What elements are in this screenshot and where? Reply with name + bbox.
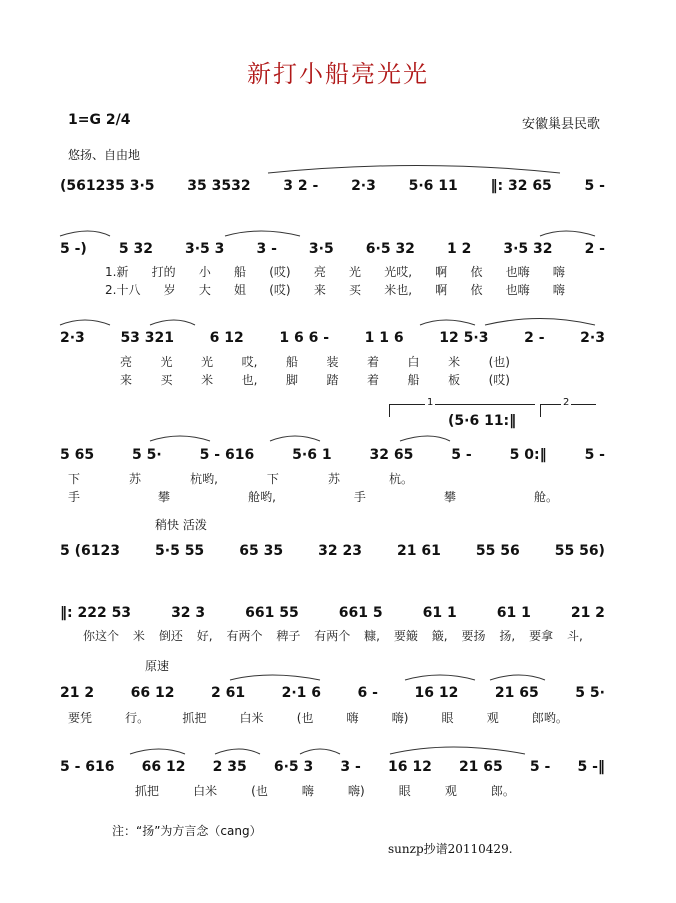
system8-item: 16 12 xyxy=(387,759,432,775)
lyric8-item: 抓把 xyxy=(135,784,160,798)
lyric3b-item: 来 xyxy=(120,373,133,387)
lyric6-item: 有两个 xyxy=(314,629,351,643)
system3-item: 2 - xyxy=(524,330,545,346)
lyric7-item: 眼 xyxy=(441,711,454,725)
lyric2a-item: 也嗨 xyxy=(505,265,530,279)
slur-12 xyxy=(230,675,320,680)
slur-11 xyxy=(400,436,450,441)
slur-8 xyxy=(485,319,595,326)
system3-item: 1 6 6 - xyxy=(279,330,330,346)
lyric2b-item: 也嗨 xyxy=(505,283,530,297)
slur-15 xyxy=(130,749,185,754)
lyric4b-item: 舱。 xyxy=(533,490,558,504)
lyric2a-item: 亮 xyxy=(313,265,326,279)
system3-item: 2·3 xyxy=(60,330,85,346)
system7-item: 2·1 6 xyxy=(281,685,322,701)
song-source: 安徽巢县民歌 xyxy=(522,117,601,132)
system2-item: 5 32 xyxy=(118,241,153,257)
system2-item: 6·5 32 xyxy=(365,241,415,257)
slur-17 xyxy=(300,749,340,754)
system6-item: 661 55 xyxy=(245,605,299,621)
lyric8-item: 观 xyxy=(444,784,457,798)
lyric3b-item: 着 xyxy=(367,373,380,387)
lyric2a-item: 啊 xyxy=(435,265,448,279)
lyric6-item: 有两个 xyxy=(226,629,263,643)
system6-item: 61 1 xyxy=(496,605,531,621)
system8-item: 66 12 xyxy=(141,759,186,775)
system7-item: 66 12 xyxy=(130,685,175,701)
lyric7-item: 抓把 xyxy=(182,711,207,725)
lyric3b-item: 板 xyxy=(448,373,461,387)
system1-item: 5 - xyxy=(584,178,605,194)
tempo-marking-1: 悠扬、自由地 xyxy=(68,148,141,162)
system4-item: 5 - xyxy=(451,447,472,463)
lyric6-item: 你这个 xyxy=(83,629,120,643)
lyric2b-item: 啊 xyxy=(435,283,448,297)
system7-item: 21 2 xyxy=(60,685,95,701)
system8-item: 3 - xyxy=(340,759,361,775)
song-title: 新打小船亮光光 xyxy=(247,60,429,88)
system8-item: 6·5 3 xyxy=(273,759,314,775)
lyric2b-item: 岁 xyxy=(163,283,176,297)
transcriber-credit: sunzp抄谱20110429. xyxy=(388,842,513,856)
lyric2a-item: 小 xyxy=(198,265,211,279)
lyric3a-item: 装 xyxy=(326,355,339,369)
slur-13 xyxy=(405,675,475,680)
system3-item: 12 5·3 xyxy=(439,330,489,346)
lyric4b-item: 手 xyxy=(68,490,81,504)
lyric2a-item: 1.新 xyxy=(105,265,129,279)
lyric2a-item: 嗨 xyxy=(552,265,565,279)
system3-item: 2·3 xyxy=(580,330,605,346)
lyric2b-item: 依 xyxy=(470,283,483,297)
lyric4a-item: 下 xyxy=(68,472,81,486)
slur-6 xyxy=(150,320,195,325)
lyric6-item: 要拿 xyxy=(529,629,554,643)
lyric4b-item: 攀 xyxy=(443,490,456,504)
lyric6-item: 倒还 xyxy=(158,629,183,643)
system8-item: 2 35 xyxy=(212,759,247,775)
volta-first-ending-notes: (5·6 11:‖ xyxy=(448,413,517,429)
lyric2a-item: (哎) xyxy=(269,265,291,279)
lyric7-item: 行。 xyxy=(125,711,150,725)
lyric8-item: 眼 xyxy=(398,784,411,798)
slur-4 xyxy=(540,231,595,236)
footnote: 注：“扬”为方言念（cang） xyxy=(112,824,262,838)
system7-item: 6 - xyxy=(357,685,378,701)
lyric4b-item: 攀 xyxy=(158,490,171,504)
slur-18 xyxy=(390,747,525,754)
lyric8-item: 嗨 xyxy=(301,784,314,798)
system2-item: 5 -) xyxy=(60,241,87,257)
system2-item: 3·5 32 xyxy=(503,241,553,257)
volta-bracket-1: 1 xyxy=(389,404,535,417)
system3-item: 53 321 xyxy=(120,330,175,346)
system4-item: 5 65 xyxy=(60,447,95,463)
lyric7-item: 郎哟。 xyxy=(531,711,568,725)
system6-item: 32 3 xyxy=(171,605,206,621)
system8-item: 5 -‖ xyxy=(577,759,605,775)
lyric3b-item: 船 xyxy=(407,373,420,387)
lyric4a-item: 苏 xyxy=(129,472,142,486)
lyric2b-item: 买 xyxy=(349,283,362,297)
system8-item: 21 65 xyxy=(458,759,503,775)
system2-item: 3 - xyxy=(256,241,277,257)
system4-item: 5·6 1 xyxy=(292,447,332,463)
lyric6-item: 扬, xyxy=(499,629,516,643)
lyric2a-item: 光 xyxy=(349,265,362,279)
lyric2b-item: (哎) xyxy=(269,283,291,297)
lyric3a-item: 米 xyxy=(448,355,461,369)
lyric2a-item: 船 xyxy=(234,265,247,279)
lyric2b-item: 米也, xyxy=(384,283,413,297)
lyric2b-item: 嗨 xyxy=(552,283,565,297)
system6-item: 661 5 xyxy=(338,605,383,621)
system1-item: ‖: 32 65 xyxy=(490,178,552,194)
lyric6-item: 要簸 xyxy=(393,629,418,643)
system5-item: 5·5 55 xyxy=(155,543,205,559)
slur-10 xyxy=(270,436,320,441)
system4-item: 5 - 616 xyxy=(199,447,255,463)
system1-item: 2·3 xyxy=(351,178,376,194)
system5-item: 65 35 xyxy=(239,543,284,559)
system6-item: 61 1 xyxy=(422,605,457,621)
system7-item: 2 61 xyxy=(210,685,246,701)
system4-item: 5 0:‖ xyxy=(509,447,547,463)
lyric6-item: 好, xyxy=(196,629,213,643)
lyric2b-item: 来 xyxy=(313,283,326,297)
lyric3a-item: 船 xyxy=(285,355,298,369)
lyric2a-item: 打的 xyxy=(151,265,176,279)
system5-item: 55 56) xyxy=(554,543,605,559)
system4-item: 5 5· xyxy=(132,447,162,463)
slur-3 xyxy=(225,231,300,236)
tempo-marking-2: 稍快 活泼 xyxy=(155,518,207,532)
system8-item: 5 - 616 xyxy=(60,759,115,775)
lyric3a-item: 亮 xyxy=(120,355,133,369)
system1-item: 5·6 11 xyxy=(408,178,458,194)
lyric2a-item: 依 xyxy=(470,265,483,279)
lyric7-item: 白米 xyxy=(239,711,264,725)
system8-item: 5 - xyxy=(529,759,551,775)
system3-item: 6 12 xyxy=(209,330,244,346)
lyric6-item: 簸, xyxy=(431,629,448,643)
lyric6-item: 稗子 xyxy=(276,629,301,643)
lyric3b-item: 也, xyxy=(241,373,258,387)
lyric4a-item: 杭哟, xyxy=(190,472,218,486)
lyric2b-item: 大 xyxy=(198,283,211,297)
lyric2b-item: 姐 xyxy=(234,283,247,297)
key-signature: 1=G 2/4 xyxy=(68,112,131,128)
slur-1 xyxy=(268,166,560,174)
lyric3b-item: 买 xyxy=(160,373,173,387)
lyric7-item: 观 xyxy=(486,711,499,725)
system6-item: ‖: 222 53 xyxy=(60,605,132,621)
lyric3a-item: 光 xyxy=(201,355,214,369)
lyric3b-item: 米 xyxy=(201,373,214,387)
system5-item: 32 23 xyxy=(318,543,362,559)
lyric3a-item: 光 xyxy=(160,355,173,369)
lyric3a-item: 哎, xyxy=(241,355,258,369)
lyric4a-item: 杭。 xyxy=(388,472,413,486)
system1-item: (561235 3·5 xyxy=(60,178,155,194)
lyric8-item: (也 xyxy=(251,784,268,798)
lyric7-item: 嗨 xyxy=(346,711,359,725)
lyric3a-item: 着 xyxy=(367,355,380,369)
lyric3a-item: 白 xyxy=(407,355,420,369)
slur-5 xyxy=(60,320,110,325)
lyric4a-item: 下 xyxy=(266,472,279,486)
system7-item: 16 12 xyxy=(414,685,459,701)
system7-item: 21 65 xyxy=(494,685,539,701)
slur-14 xyxy=(490,675,545,680)
lyric2b-item: 2.十八 xyxy=(105,283,141,297)
lyric3a-item: (也) xyxy=(488,355,510,369)
system2-item: 3·5 xyxy=(308,241,334,257)
system7-item: 5 5· xyxy=(575,685,605,701)
system4-item: 5 - xyxy=(584,447,605,463)
slur-16 xyxy=(215,749,260,754)
lyric8-item: 白米 xyxy=(193,784,218,798)
lyric6-item: 要扬 xyxy=(461,629,486,643)
system4-item: 32 65 xyxy=(369,447,414,463)
lyric2a-item: 光哎, xyxy=(384,265,413,279)
lyric7-item: 要凭 xyxy=(68,711,93,725)
lyric6-item: 斗, xyxy=(567,629,583,643)
slur-7 xyxy=(420,320,475,325)
system2-item: 3·5 3 xyxy=(185,241,225,257)
system1-item: 3 2 - xyxy=(283,178,319,194)
system1-item: 35 3532 xyxy=(187,178,251,194)
lyric6-item: 糠, xyxy=(364,629,380,643)
lyric3b-item: 脚 xyxy=(285,373,298,387)
lyric6-item: 米 xyxy=(132,629,145,643)
volta-bracket-2: 2 xyxy=(540,404,596,417)
lyric4b-item: 舱哟, xyxy=(248,490,276,504)
slur-2 xyxy=(60,231,110,236)
tempo-marking-3: 原速 xyxy=(145,659,170,673)
system2-item: 2 - xyxy=(584,241,605,257)
system3-item: 1 1 6 xyxy=(364,330,404,346)
lyric3b-item: (哎) xyxy=(488,373,510,387)
slur-9 xyxy=(150,436,210,441)
lyric7-item: 嗨) xyxy=(391,711,409,725)
lyric7-item: (也 xyxy=(296,711,314,725)
lyric4a-item: 苏 xyxy=(327,472,340,486)
system5-item: 21 61 xyxy=(396,543,441,559)
lyric8-item: 郎。 xyxy=(490,784,515,798)
system6-item: 21 2 xyxy=(570,605,605,621)
system2-item: 1 2 xyxy=(446,241,472,257)
system5-item: 55 56 xyxy=(475,543,520,559)
lyric8-item: 嗨) xyxy=(347,784,365,798)
lyric4b-item: 手 xyxy=(353,490,366,504)
system5-item: 5 (6123 xyxy=(60,543,120,559)
lyric3b-item: 踏 xyxy=(326,373,339,387)
